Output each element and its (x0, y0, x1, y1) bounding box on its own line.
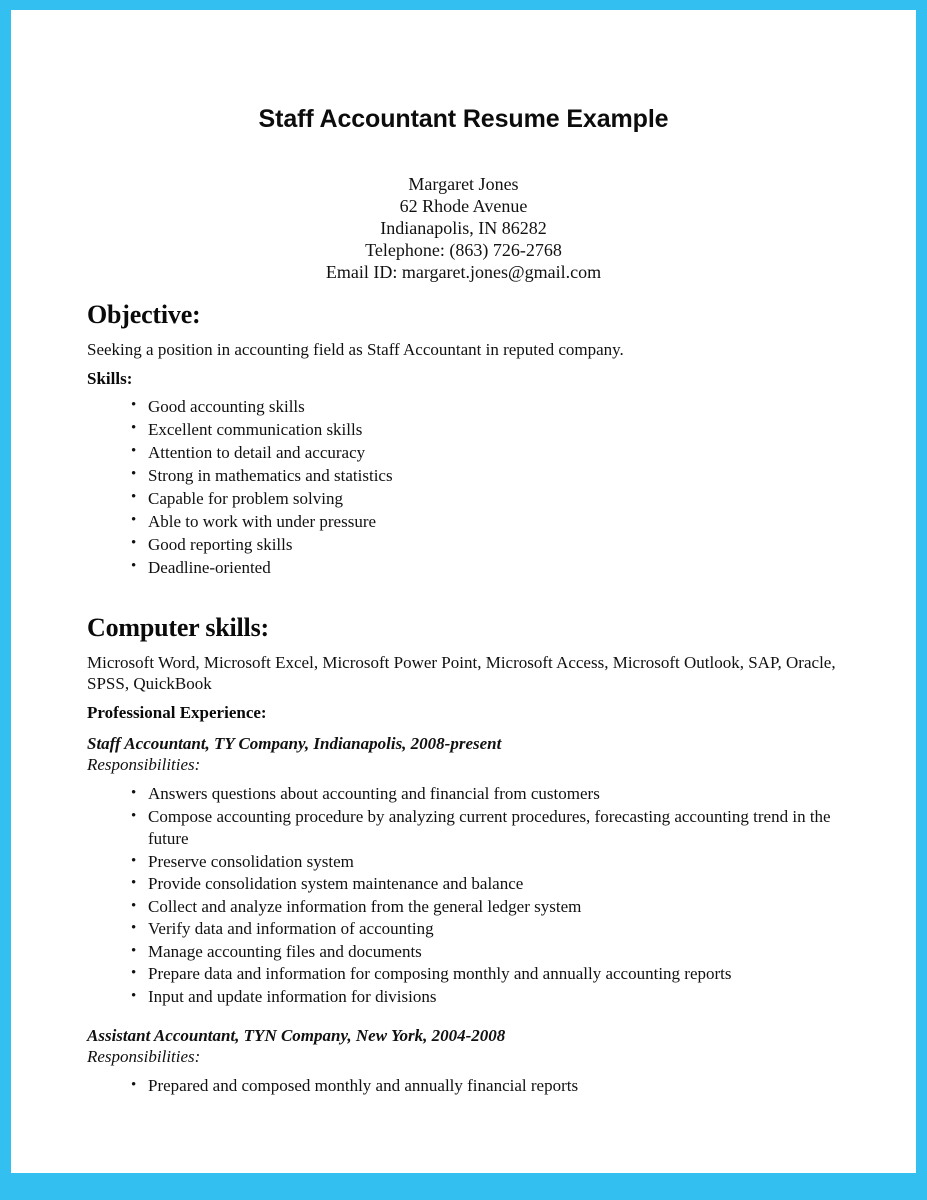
job-title-line: Assistant Accountant, TYN Company, New York, 2004-2008 (87, 1026, 506, 1045)
objective-heading: Objective: (87, 300, 201, 329)
list-item: • Preserve consolidation system (87, 851, 847, 874)
objective-text: Seeking a position in accounting field as Staff Accountant in reputed company. (87, 340, 624, 359)
list-item: • Answers questions about accounting and financial from customers (87, 783, 847, 806)
list-item: • Deadline-oriented (87, 556, 847, 579)
list-item: • Verify data and information of accounting (87, 918, 847, 941)
responsibilities-label: Responsibilities: (87, 1047, 201, 1066)
page-title: Staff Accountant Resume Example (258, 105, 669, 133)
contact-street: 62 Rhode Avenue (399, 196, 528, 216)
responsibilities-label: Responsibilities: (87, 755, 201, 774)
responsibilities-list (87, 1075, 847, 1098)
contact-name: Margaret Jones (408, 174, 519, 194)
page-border-frame (11, 10, 916, 1173)
contact-email: Email ID: margaret.jones@gmail.com (325, 262, 602, 282)
experience-entry (87, 1025, 847, 1098)
skills-heading: Skills: (87, 369, 133, 388)
list-item: • Collect and analyze information from the general ledger system (87, 896, 847, 919)
list-item: • Manage accounting files and documents (87, 941, 847, 964)
resume-document (11, 10, 916, 1173)
list-item: • Capable for problem solving (87, 487, 847, 510)
contact-city-state-zip: Indianapolis, IN 86282 (380, 218, 547, 238)
job-title-line: Staff Accountant, TY Company, Indianapolis, 2008-present (87, 734, 502, 753)
contact-block (11, 173, 916, 283)
list-item: • Able to work with under pressure (87, 510, 847, 533)
list-item: • Good reporting skills (87, 533, 847, 556)
contact-telephone: Telephone: (863) 726-2768 (365, 240, 562, 260)
list-item: • Strong in mathematics and statistics (87, 464, 847, 487)
resume-body (87, 300, 847, 1098)
list-item: • Prepare data and information for composing monthly and annually accounting reports (87, 963, 847, 986)
list-item: • Input and update information for divisions (87, 986, 847, 1009)
responsibilities-list (87, 783, 847, 1008)
list-item: • Good accounting skills (87, 395, 847, 418)
computer-skills-heading: Computer skills: (87, 613, 269, 642)
list-item: • Compose accounting procedure by analyzing current procedures, forecasting accounting trend in the future (87, 806, 847, 851)
professional-experience-heading: Professional Experience: (87, 703, 267, 722)
skills-list (87, 395, 847, 579)
list-item: • Excellent communication skills (87, 418, 847, 441)
list-item: • Prepared and composed monthly and annually financial reports (87, 1075, 847, 1098)
computer-skills-text: Microsoft Word, Microsoft Excel, Microsoft Power Point, Microsoft Access, Microsoft Outlook, SAP, Oracle, SPSS, QuickBook (87, 653, 836, 693)
list-item: • Provide consolidation system maintenance and balance (87, 873, 847, 896)
experience-entry (87, 733, 847, 1008)
list-item: • Attention to detail and accuracy (87, 441, 847, 464)
